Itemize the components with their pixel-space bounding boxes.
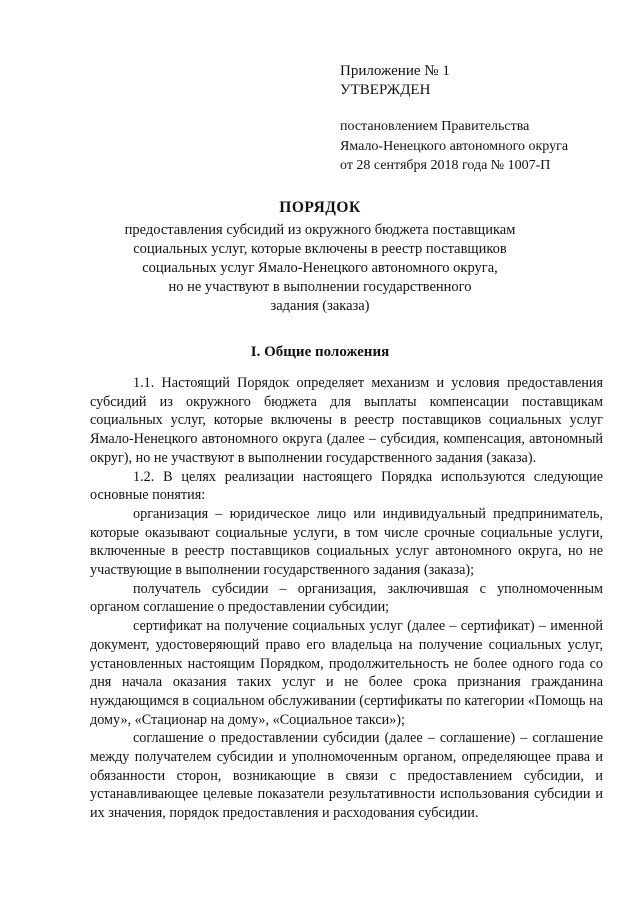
approval-block <box>340 117 620 176</box>
approved-label: УТВЕРЖДЕН <box>340 82 431 98</box>
subtitle-line: социальных услуг, которые включены в реестр поставщиков <box>133 241 507 257</box>
appendix-label: Приложение № 1 <box>340 63 450 79</box>
subtitle-line: предоставления субсидий из окружного бюджета поставщикам <box>124 222 516 238</box>
paragraph: соглашение о предоставлении субсидии (далее – соглашение) – соглашение между получателем субсидии и уполномоченным органом, определяющее права и обязанности сторон, возникающие в связи с предоставлением субсидии, и устанавливающее целевые показатели результативности использования субсидии и их значения, порядок предоставления и расходования субсидии. <box>90 730 603 822</box>
subtitle-line: социальных услуг Ямало-Ненецкого автономного округа, <box>142 260 498 276</box>
document-subtitle <box>0 221 640 316</box>
paragraph: 1.1. Настоящий Порядок определяет механизм и условия предоставления субсидий из окружного бюджета для выплаты компенсации поставщикам социальных услуг, которые включены в реестр поставщиков социальных услуг Ямало-Ненецкого автономного округа (далее – субсидия, компенсация, автономный округ), но не участвуют в выполнении государственного задания (заказа). <box>90 375 603 466</box>
subtitle-line: задания (заказа) <box>270 298 370 314</box>
approval-line: Ямало-Ненецкого автономного округа <box>340 138 569 154</box>
paragraph: организация – юридическое лицо или индивидуальный предприниматель, которые оказывают социальные услуги, в том числе срочные социальные услуги, включенные в реестр поставщиков социальных услуг автономного округа, но не участвующие в выполнении государственного задания (заказа); <box>90 505 603 579</box>
paragraph: сертификат на получение социальных услуг (далее – сертификат) – именной документ, удостоверяющий право его владельца на получение социальных услуг, установленных настоящим Порядком, продолжительность не более одного года со дня начала оказания таких услуг и не более срока признания гражданина нуждающимся в социальном обслуживании (сертификаты по категории «Помощь на дому», «Стационар на дому», «Социальное такси»); <box>90 618 603 728</box>
document-body <box>90 374 603 823</box>
section-heading: I. Общие положения <box>250 344 390 360</box>
approval-line: постановлением Правительства <box>340 119 530 134</box>
paragraph: получатель субсидии – организация, заключившая с уполномоченным органом соглашение о предоставлении субсидии; <box>90 580 603 616</box>
appendix-header <box>340 62 610 100</box>
document-title: ПОРЯДОК <box>279 199 361 216</box>
subtitle-line: но не участвуют в выполнении государственного <box>168 279 472 295</box>
approval-line: от 28 сентября 2018 года № 1007-П <box>340 158 551 173</box>
paragraph: 1.2. В целях реализации настоящего Порядка используются следующие основные понятия: <box>90 468 603 504</box>
